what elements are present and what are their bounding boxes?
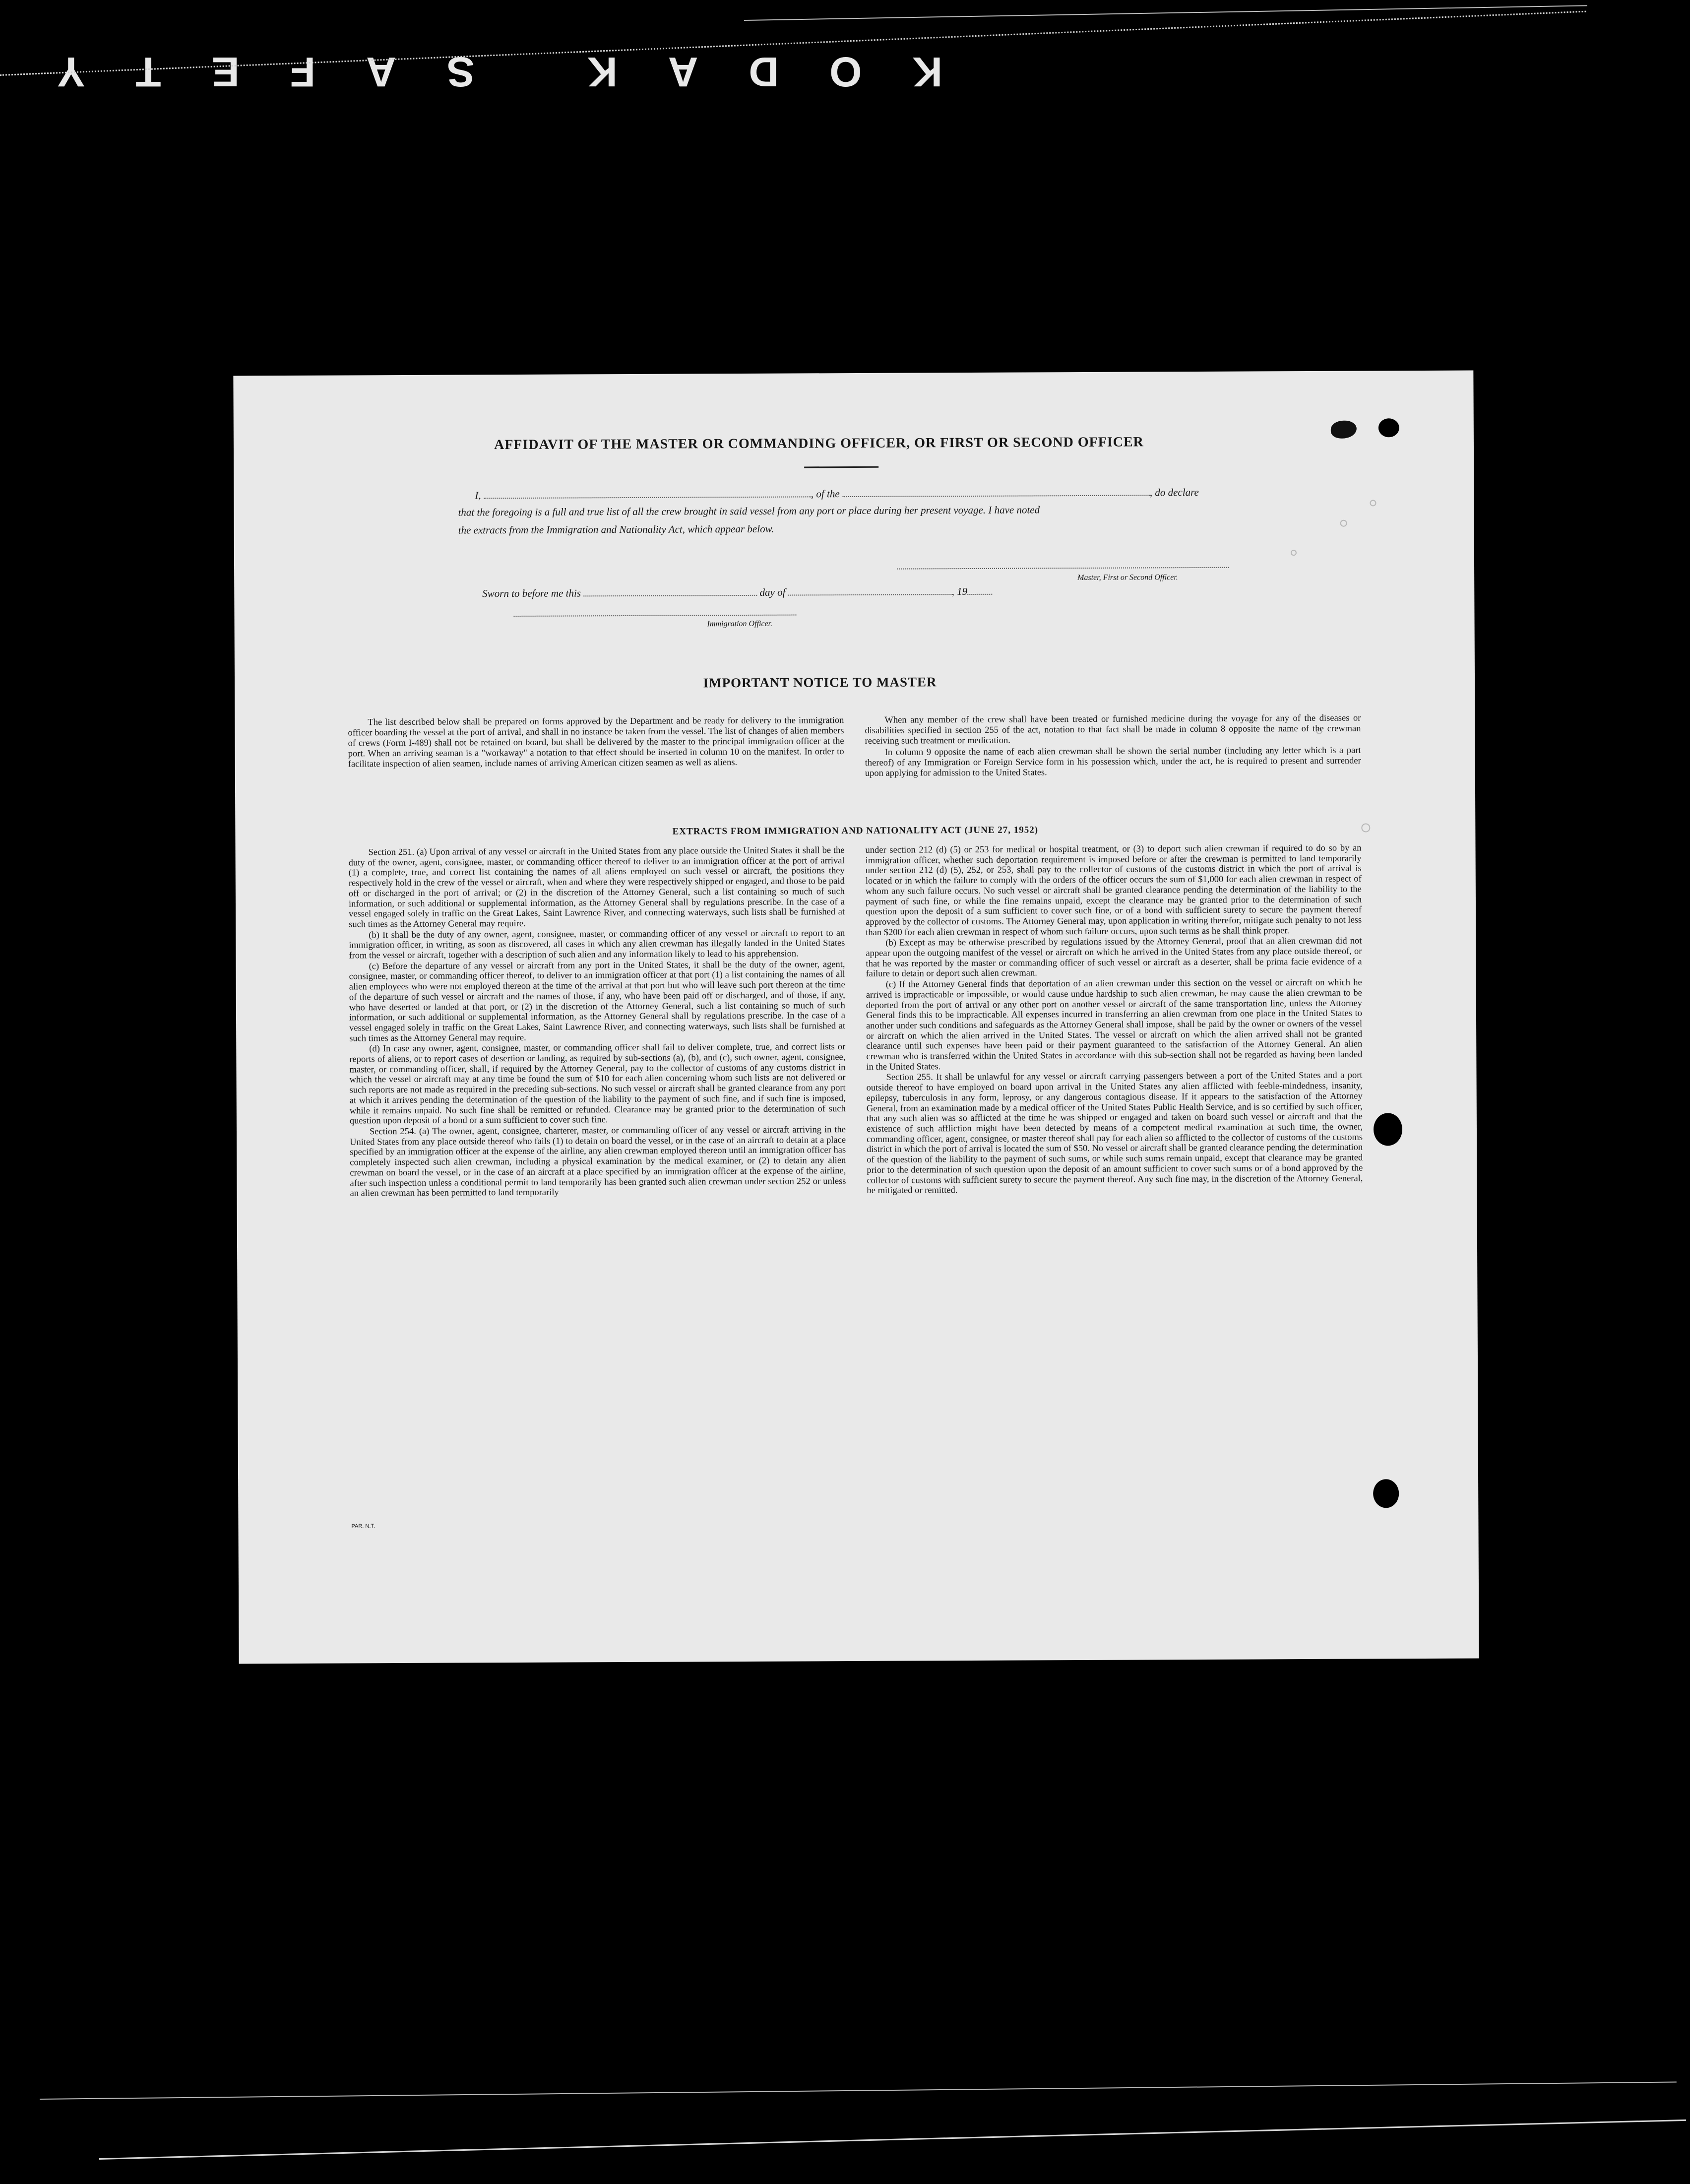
section-251-b: (b) It shall be the duty of any owner, agent, consignee, master, or commanding officer of any vessel or aircraft to report to an immigration officer, in writing, as soon as discovered, all cases in which any alien crewman has illegally landed in the United States from the vessel or aircraft, together with a description of such alien and any information likely to lead to his apprehension. [349, 928, 845, 961]
sworn-month-field[interactable] [788, 584, 952, 595]
section-251-a: Section 251. (a) Upon arrival of any vessel or aircraft in the United States from any place outside the United States it shall be the duty of the owner, agent, consignee, master, or commanding officer thereof to deliver to an immigration officer at the port of arrival (1) a complete, true, and correct list containing the names of all aliens employed on such vessel or aircraft, the positions they respectively hold in the crew of the vessel or aircraft, when and where they were respectively shipped or engaged, and those to be paid off or discharged in the port of arrival; or (2) in the discretion of the Attorney General, such a list containing so much of such information, or such additional or supplemental information, as the Attorney General shall by regulations prescribe. In the case of a vessel engaged solely in traffic on the Great Lakes, Saint Lawrence River, and connecting waterways, such lists shall be furnished at such times as the Attorney General may require. [348, 845, 845, 930]
day-of-label: day of [759, 586, 786, 598]
speck-mark [1370, 500, 1376, 506]
affidavit-line-1 [475, 485, 1199, 502]
immigration-officer-signature-field[interactable] [513, 615, 796, 617]
extracts-left-column [349, 845, 846, 1199]
notice-left-paragraph [348, 715, 844, 771]
film-border-line-top-secondary [744, 5, 1587, 21]
speck-mark [1291, 550, 1297, 556]
notice-left-text: The list described below shall be prepared on forms approved by the Department and be ready for delivery to the immigration officer boarding the vessel at the port of arrival, and shall in no instance be taken from the vessel. The list of changes of alien members of crews (Form I-489) shall not be retained on board, but shall be delivered by the master to the principal immigration officer at the port. When an arriving seaman is a "workaway" a notation to that effect should be inserted in column 10 on the manifest. In order to facilitate inspection of alien seamen, include names of arriving American citizen seamen as well as aliens. [348, 715, 844, 770]
affidavit-line-3: the extracts from the Immigration and Nationality Act, which appear below. [458, 522, 774, 536]
notice-right-text-2: In column 9 opposite the name of each alien crewman shall be shown the serial number (including any letter which is a part thereof) of any Immigration or Foreign Service form in his possession which, under the act, he is required to present and surrender upon applying for admission to the United States. [865, 745, 1361, 778]
master-name-field[interactable] [484, 486, 811, 499]
section-255: Section 255. It shall be unlawful for any vessel or aircraft carrying passengers between a port of the United States and a port outside thereof to have employed on board upon arrival in the United States any alien afflicted with feeble-mindedness, insanity, epilepsy, tuberculosis in any form, leprosy, or any dangerous contagious disease. If it appears to the satisfaction of the Attorney General, from an examination made by a medical officer of the United States Public Health Service, and is so certified by such officer, that any such alien was so afflicted at the time he was shipped or engaged and taken on board such vessel or aircraft and that the existence of such affliction might have been detected by means of a competent medical examination at such time, the owner, commanding officer, agent, consignee, or master thereof shall pay for each alien so afflicted to the collector of customs of the customs district in which the port of arrival is located the sum of $50. No vessel or aircraft shall be granted clearance pending the determination of the question of the liability to the payment of such sums, or while such sums remain unpaid, except that clearance may be granted prior to the determination of such question upon the deposit of an amount sufficient to cover such sums or of a bond approved by the collector of customs with sufficient surety to secure the payment thereof. Any such fine may, in the discretion of the Attorney General, be mitigated or remitted. [866, 1071, 1363, 1196]
film-edge-text: KODAK SAFETY [7, 49, 942, 95]
sworn-prefix-label: Sworn to before me this [482, 587, 581, 600]
affidavit-do-declare-label: , do declare [1149, 486, 1199, 499]
film-border-line-bottom-secondary [40, 2081, 1677, 2100]
affidavit-line-2: that the foregoing is a full and true list of all the crew brought in said vessel from any port or place during her present voyage. I have noted [458, 504, 1040, 518]
extracts-title: EXTRACTS FROM IMMIGRATION AND NATIONALITY ACT (JUNE 27, 1952) [672, 825, 1039, 837]
punch-hole-bottom [1373, 1479, 1399, 1508]
punch-hole-middle [1374, 1113, 1402, 1146]
section-254-c: (c) If the Attorney General finds that deportation of an alien crewman under this section on the vessel or aircraft on which he arrived is impracticable or impossible, or would cause undue hardship to such alien crewman, he may cause the alien crewman to be deported from the port of arrival or any other port on another vessel or aircraft of the same transportation line, unless the Attorney General finds this to be impracticable. All expenses incurred in transferring an alien crewman from one place in the United States to another under such conditions and safeguards as the Attorney General shall impose, shall be paid by the owner or owners of the vessel or aircraft on which the alien arrived in the United States. The vessel or aircraft on which the alien arrived shall not be granted clearance until such expenses have been paid or their payment guaranteed to the satisfaction of the Attorney General. An alien crewman who is transferred within the United States in accordance with this sub-section shall not be regarded as having been landed in the United States. [866, 977, 1363, 1072]
master-signature-label: Master, First or Second Officer. [1077, 573, 1178, 582]
affidavit-i-label: I, [475, 489, 481, 502]
punch-hole-top [1378, 418, 1399, 437]
affidavit-of-the-label: , of the [811, 488, 840, 500]
master-signature-field[interactable] [897, 567, 1229, 570]
vessel-name-field[interactable] [842, 485, 1150, 497]
sworn-line [482, 584, 992, 600]
affidavit-title: AFFIDAVIT OF THE MASTER OR COMMANDING OFFICER, OR FIRST OR SECOND OFFICER [494, 434, 1144, 453]
immigration-officer-label: Immigration Officer. [707, 619, 773, 629]
section-254-b: (b) Except as may be otherwise prescribed by regulations issued by the Attorney General, proof that an alien crewman did not appear upon the outgoing manifest of the vessel or aircraft on which he arrived in the United States from any place outside thereof, or that he was reported by the master or commanding officer of such vessel or aircraft as a deserter, shall be prima facie evidence of a failure to detain or deport such alien crewman. [866, 936, 1362, 979]
extracts-right-column [865, 843, 1363, 1197]
film-border-line-bottom [99, 2120, 1686, 2160]
notice-title: IMPORTANT NOTICE TO MASTER [703, 674, 937, 691]
notice-right-paragraphs [865, 713, 1361, 780]
film-edge-marking [7, 45, 942, 99]
section-254-a: Section 254. (a) The owner, agent, consignee, charterer, master, or commanding officer of any vessel or aircraft arriving in the United States from any place outside thereof who fails (1) to detain on board the vessel, or in the case of an aircraft to detain at a place specified by an immigration officer at the expense of the airline, any alien crewman employed thereon until an immigration officer has completely inspected such alien crewman, including a physical examination by the medical examiner, or (2) to detain any alien crewman on board the vessel, or in the case of an aircraft at a place specified by an immigration officer at the expense of the airline, after such inspection unless a conditional permit to land temporarily has been granted such alien crewman under section 252 or unless an alien crewman has been permitted to land temporarily [350, 1125, 846, 1199]
sworn-year-field[interactable] [967, 584, 992, 595]
form-code: PAR. N.T. [351, 1523, 375, 1530]
document-page [233, 371, 1479, 1664]
section-251-d: (d) In case any owner, agent, consignee, master, or commanding officer shall fail to deliver complete, true, and correct lists or reports of aliens, or to report cases of desertion or landing, as required by sub-sections (a), (b), and (c), such owner, agent, consignee, master, or commanding officer, shall, if required by the Attorney General, pay to the collector of customs of any customs district in which the vessel or aircraft may at any time be found the sum of $10 for each alien concerning whom such lists are not delivered or such reports are not made as required in the preceding sub-sections. No such vessel or aircraft shall be granted clearance from any port at which it arrives pending the determination of the question of the liability to the payment of such fine, and if such fine is imposed, while it remains unpaid. No such fine shall be remitted or refunded. Clearance may be granted prior to the determination of such question upon deposit of a bond or a sum sufficient to cover such fine. [349, 1042, 846, 1126]
ink-blot [1331, 421, 1357, 439]
section-254-a-continued: under section 212 (d) (5) or 253 for medical or hospital treatment, or (3) to deport such alien crewman if required to do so by an immigration officer, whether such deportation requirement is imposed before or after the crewman is permitted to land temporarily under section 212 (d) (5), 252, or 253, shall pay to the collector of customs of the customs district in which the port of arrival is located or in which the failure to comply with the orders of the officer occurs the sum of $1,000 for each alien crewman in respect of whom any such failure occurs. No such vessel or aircraft shall be granted clearance pending the determination of the liability to the payment of such fine, or while the fine remains unpaid, except the clearance may be granted prior to the determination of such question upon the deposit of a sum sufficient to cover such fine, or of a bond with sufficient surety to secure the payment thereof approved by the collector of customs. The Attorney General may, upon application in writing therefor, mitigate such penalty to not less than $200 for each alien crewman in respect of whom such failure occurs, upon such terms as he shall think proper. [865, 843, 1362, 938]
speck-mark [1361, 823, 1370, 832]
title-divider [804, 466, 878, 468]
year-prefix-label: , 19 [951, 585, 968, 598]
section-251-c: (c) Before the departure of any vessel or aircraft from any port in the United States, it shall be the duty of the owner, agent, consignee, master, or commanding officer thereof, to deliver to an immigration officer at that port (1) a list containing the names of all alien employees who were not employed thereon at the time of the arrival at that port but who will leave such port thereon at the time of the departure of such vessel or aircraft and the names of those, if any, who have been paid off or discharged, and of those, if any, who have deserted or landed at that port, or (2) in the discretion of the Attorney General, such a list containing so much of such information, or such additional or supplemental information, as the Attorney General shall by regulations prescribe. In the case of a vessel engaged solely in traffic on the Great Lakes, Saint Lawrence River, and connecting waterways, such lists shall be furnished at such times as the Attorney General may require. [349, 959, 846, 1044]
speck-mark [1340, 520, 1347, 527]
sworn-day-field[interactable] [583, 585, 757, 597]
notice-right-text-1: When any member of the crew shall have been treated or furnished medicine during the voyage for any of the diseases or disabilities specified in section 255 of the act, notation to that fact shall be made in column 8 opposite the name of the crewman receiving such treatment or medication. [865, 713, 1361, 746]
